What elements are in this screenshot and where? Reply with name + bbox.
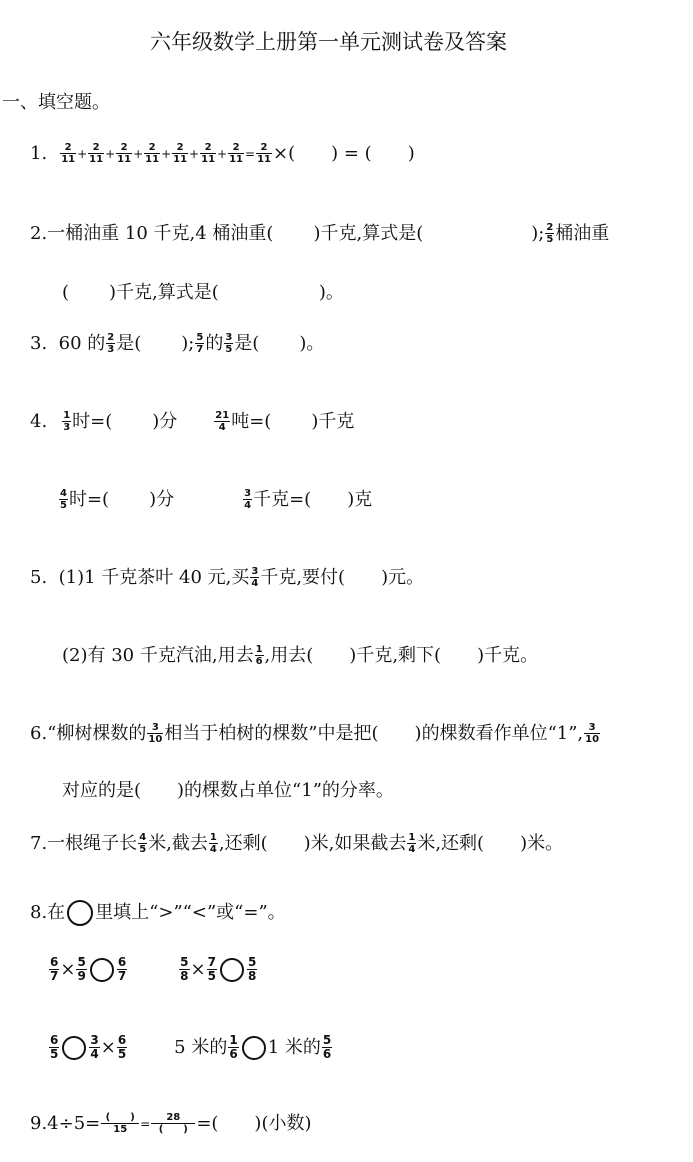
question-text: 7.一根绳子长 xyxy=(30,832,138,854)
question-text: = xyxy=(245,146,256,161)
fraction xyxy=(49,956,59,983)
question-text: ); xyxy=(181,332,195,354)
question-text: )米。 xyxy=(520,832,564,854)
question-text: × xyxy=(60,958,76,980)
question-text: )分 xyxy=(149,488,175,510)
question-text: )千克。 xyxy=(477,644,539,666)
fraction xyxy=(207,956,217,983)
numerator: 2 xyxy=(144,142,160,154)
question-text: ,还剩( xyxy=(218,832,268,854)
numerator: 2 xyxy=(60,142,76,154)
question-text: + xyxy=(133,146,144,161)
question-text: 是( xyxy=(234,332,260,354)
question-5-part-2 xyxy=(62,644,538,667)
question-text: 5 米的 xyxy=(174,1036,228,1058)
question-text: 时=( xyxy=(72,410,113,432)
fraction xyxy=(243,488,252,511)
fraction xyxy=(228,1034,238,1061)
question-text: + xyxy=(161,146,172,161)
question-text: ); xyxy=(531,222,545,244)
denominator: 5 xyxy=(225,344,233,355)
compare-circle-input[interactable] xyxy=(242,1036,266,1060)
fraction xyxy=(255,644,264,667)
question-text: 对应的是( xyxy=(62,780,142,801)
question-9 xyxy=(30,1112,312,1135)
numerator: 3 xyxy=(584,722,600,734)
fraction xyxy=(60,142,76,165)
numerator: 1 xyxy=(209,832,217,843)
denominator: 4 xyxy=(408,844,416,855)
fraction xyxy=(144,142,160,165)
question-text: )的棵数占单位“1”的分率。 xyxy=(177,780,394,801)
question-text: = xyxy=(140,1116,151,1131)
fraction xyxy=(172,142,188,165)
question-6-line-1 xyxy=(30,722,601,745)
denominator: 11 xyxy=(61,154,76,165)
denominator: 11 xyxy=(117,154,132,165)
question-text: )米,如果截去 xyxy=(303,832,407,854)
numerator: 2 xyxy=(88,142,104,154)
question-2-line-1 xyxy=(30,222,609,245)
denominator: 10 xyxy=(585,734,600,745)
compare-circle-input[interactable] xyxy=(90,958,114,982)
question-text: 5. (1)1 千克茶叶 40 元,买 xyxy=(30,566,250,588)
denominator: 15 xyxy=(113,1124,128,1135)
numerator: 1 xyxy=(229,1033,238,1047)
question-text: 米,还剩( xyxy=(417,832,485,854)
fraction xyxy=(101,1112,139,1135)
fraction xyxy=(147,722,163,745)
question-text: 时=( xyxy=(68,488,110,510)
question-text: + xyxy=(105,146,116,161)
denominator: 11 xyxy=(173,154,188,165)
question-8 xyxy=(30,900,286,926)
denominator: 7 xyxy=(117,969,127,983)
numerator: 2 xyxy=(256,142,272,154)
question-text: 千克,要付( xyxy=(260,566,346,588)
question-5-part-1 xyxy=(30,566,424,589)
denominator: 7 xyxy=(196,344,204,355)
denominator: 7 xyxy=(50,969,59,983)
question-text: 6.“柳树棵数的 xyxy=(30,722,147,744)
question-text: )元。 xyxy=(381,566,425,588)
fraction xyxy=(545,222,554,245)
numerator: 5 xyxy=(247,955,257,969)
question-text: + xyxy=(77,146,88,161)
question-6-line-2 xyxy=(62,782,394,800)
numerator: 6 xyxy=(50,955,59,969)
question-text: 里填上“>”“<”或“=”。 xyxy=(95,902,286,923)
numerator: 3 xyxy=(147,722,163,734)
question-text: × xyxy=(190,958,206,980)
question-text: )分 xyxy=(152,410,178,432)
denominator: 10 xyxy=(148,734,163,745)
numerator: 1 xyxy=(408,832,416,843)
denominator: ( ) xyxy=(158,1124,188,1135)
numerator: 6 xyxy=(50,1033,59,1047)
question-text: × xyxy=(100,1036,116,1058)
fraction xyxy=(151,1112,195,1135)
question-text: 3. 60 的 xyxy=(30,332,106,354)
numerator: 2 xyxy=(107,332,115,343)
fraction xyxy=(200,142,216,165)
question-text: )。 xyxy=(318,282,344,303)
numerator: 3 xyxy=(244,488,252,499)
question-7 xyxy=(30,832,563,855)
fraction xyxy=(209,832,218,855)
fraction xyxy=(195,332,204,355)
question-text: )的棵数看作单位“1”, xyxy=(414,722,584,744)
denominator: 3 xyxy=(63,422,71,433)
question-8-row-2 xyxy=(48,1034,333,1061)
numerator: 4 xyxy=(60,488,67,499)
numerator: 28 xyxy=(151,1112,195,1124)
denominator: 6 xyxy=(322,1047,332,1061)
question-text: )千克,算式是( xyxy=(313,222,424,244)
numerator: 5 xyxy=(180,955,189,969)
denominator: 5 xyxy=(117,1047,127,1061)
fraction xyxy=(89,1034,99,1061)
question-2-line-2 xyxy=(62,284,344,302)
fraction xyxy=(76,956,86,983)
question-8-row-1 xyxy=(48,956,258,983)
numerator: 3 xyxy=(225,332,233,343)
numerator: 6 xyxy=(117,1033,127,1047)
denominator: 3 xyxy=(107,344,115,355)
fraction xyxy=(49,1034,59,1061)
fraction xyxy=(179,956,189,983)
numerator: 2 xyxy=(228,142,244,154)
question-text: = xyxy=(338,142,365,164)
question-text: )千克 xyxy=(311,410,355,432)
numerator: 2 xyxy=(546,222,554,233)
numerator: 1 xyxy=(63,410,71,421)
question-text: 米,截去 xyxy=(148,832,208,854)
denominator: 11 xyxy=(201,154,216,165)
fraction xyxy=(117,956,127,983)
question-text: (2)有 30 千克汽油,用去 xyxy=(62,644,254,666)
fraction xyxy=(322,1034,332,1061)
fraction xyxy=(59,488,68,511)
denominator: 4 xyxy=(90,1047,99,1061)
question-text: + xyxy=(217,146,228,161)
numerator: 3 xyxy=(90,1033,99,1047)
compare-circle-icon xyxy=(67,900,93,926)
numerator: 2 xyxy=(116,142,132,154)
question-text: ,用去( xyxy=(264,644,314,666)
question-text: 4. xyxy=(30,410,48,432)
denominator: 5 xyxy=(546,234,554,245)
numerator: 2 xyxy=(200,142,216,154)
denominator: 5 xyxy=(50,1047,59,1061)
fraction xyxy=(116,142,132,165)
section-heading: 一、填空题。 xyxy=(2,92,110,113)
numerator: 5 xyxy=(77,955,86,969)
question-text: )千克,算式是( xyxy=(109,282,219,303)
numerator: 6 xyxy=(117,955,127,969)
denominator: 11 xyxy=(89,154,104,165)
question-text: )(小数) xyxy=(254,1112,312,1134)
denominator: 11 xyxy=(257,154,271,165)
numerator: ( ) xyxy=(101,1112,139,1124)
fraction xyxy=(214,410,230,433)
numerator: 1 xyxy=(255,644,263,655)
denominator: 8 xyxy=(180,969,189,983)
question-text: )克 xyxy=(347,488,373,510)
fraction xyxy=(407,832,416,855)
question-4-row-1 xyxy=(30,410,354,433)
denominator: 4 xyxy=(218,422,226,433)
fraction xyxy=(117,1034,127,1061)
answer-blank[interactable]: ( ) xyxy=(364,142,415,164)
fraction xyxy=(106,332,115,355)
denominator: 5 xyxy=(207,969,216,983)
denominator: 6 xyxy=(229,1047,238,1061)
question-text: 桶油重 xyxy=(555,222,610,244)
question-3 xyxy=(30,332,324,355)
question-text: 是( xyxy=(116,332,142,354)
question-text: 吨=( xyxy=(231,410,272,432)
question-text: × xyxy=(273,142,289,164)
fraction xyxy=(247,956,257,983)
fraction xyxy=(88,142,104,165)
answer-blank[interactable]: ( ) xyxy=(288,142,339,164)
question-text: + xyxy=(189,146,200,161)
fraction xyxy=(250,566,259,589)
numerator: 7 xyxy=(207,955,216,969)
numerator: 4 xyxy=(139,832,147,843)
denominator: 8 xyxy=(247,969,257,983)
denominator: 4 xyxy=(244,500,252,511)
question-text: 的 xyxy=(205,332,224,354)
question-text: 1. xyxy=(30,142,48,164)
fraction xyxy=(138,832,147,855)
question-4-row-2 xyxy=(58,488,372,511)
denominator: 5 xyxy=(139,844,147,855)
question-text: 1 米的 xyxy=(267,1036,321,1058)
compare-circle-input[interactable] xyxy=(220,958,244,982)
fraction xyxy=(256,142,272,165)
denominator: 9 xyxy=(77,969,86,983)
fraction xyxy=(224,332,233,355)
question-text: )。 xyxy=(299,332,325,354)
denominator: 4 xyxy=(209,844,217,855)
denominator: 11 xyxy=(145,154,160,165)
denominator: 4 xyxy=(251,578,259,589)
numerator: 2 xyxy=(172,142,188,154)
question-text: 2.一桶油重 10 千克,4 桶油重( xyxy=(30,222,274,244)
compare-circle-input[interactable] xyxy=(62,1036,86,1060)
fraction xyxy=(584,722,600,745)
question-text: ( xyxy=(62,282,70,303)
page-title: 六年级数学上册第一单元测试卷及答案 xyxy=(150,30,507,54)
denominator: 11 xyxy=(229,154,244,165)
numerator: 5 xyxy=(196,332,204,343)
question-text: =( xyxy=(196,1112,219,1134)
question-text: 千克=( xyxy=(253,488,312,510)
question-text: 9.4÷5= xyxy=(30,1112,101,1134)
question-text: 8.在 xyxy=(30,902,66,923)
fraction xyxy=(62,410,71,433)
fraction xyxy=(228,142,244,165)
question-1 xyxy=(30,142,415,165)
denominator: 6 xyxy=(255,656,263,667)
denominator: 5 xyxy=(60,500,67,511)
question-text: 相当于柏树的棵数”中是把( xyxy=(164,722,379,744)
numerator: 5 xyxy=(322,1033,332,1047)
question-text: )千克,剩下( xyxy=(349,644,442,666)
numerator: 21 xyxy=(215,410,230,421)
numerator: 3 xyxy=(251,566,259,577)
